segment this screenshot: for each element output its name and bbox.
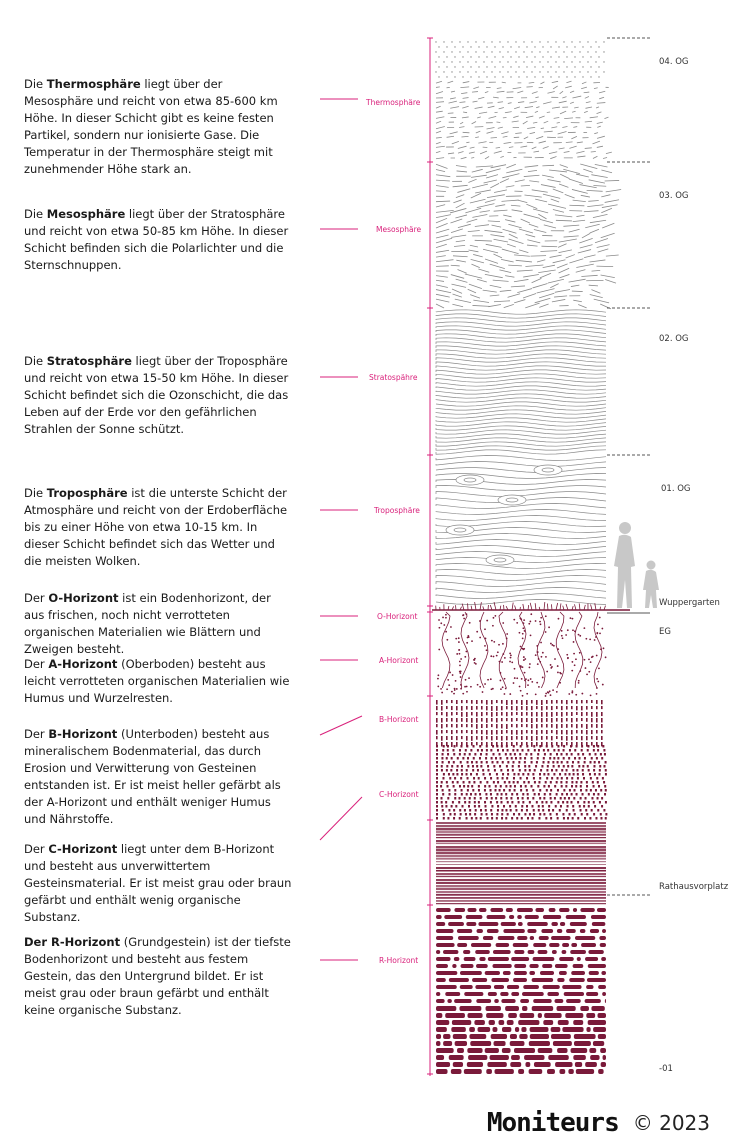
label-troposphaere: Troposphäre [374, 506, 420, 515]
floor-04-og: 04. OG [659, 57, 689, 67]
people-silhouette [614, 522, 659, 608]
atmosphere-strata [435, 41, 621, 604]
footer [487, 1108, 710, 1138]
desc-c-horizont: Der C-Horizont liegt unter dem B-Horizont und besteht aus unverwittertem Gesteinsmaterial. Er ist meist grau oder braun gefärbt und enthält wenig organische Substanz. [24, 842, 292, 924]
floor-markers [607, 38, 652, 895]
floor-wuppergarten: Wuppergarten [659, 598, 720, 608]
label-o-horizont: O-Horizont [377, 612, 418, 621]
copyright-text: © 2023 [632, 1111, 710, 1135]
label-r-horizont: R-Horizont [379, 956, 419, 965]
desc-troposphaere: Die Troposphäre ist die unterste Schicht der Atmosphäre und reicht von der Erdoberfläche bis zu einer Höhe von etwa 10-15 km. In dieser Schicht befindet sich das Wetter und die meisten Wolken. [24, 486, 288, 568]
label-thermosphaere: Thermosphäre [366, 98, 421, 107]
moniteurs-logo: Moniteurs [486, 1108, 619, 1138]
desc-r-horizont: Der R-Horizont (Grundgestein) ist der tiefste Bodenhorizont und besteht aus festem Gestein, das den Untergrund bildet. Er ist meist grau oder braun gefärbt und enthält keine organische Substanz. [24, 935, 291, 1017]
desc-stratosphaere: Die Stratosphäre liegt über der Troposphäre und reicht von etwa 15-50 km Höhe. In dieser Schicht befindet sich die Ozonschicht, die das Leben auf der Erde vor den gefährlichen Strahlen der Sonne schützt. [24, 354, 289, 436]
desc-mesosphaere: Die Mesosphäre liegt über der Stratosphäre und reicht von etwa 50-85 km Höhe. In dieser Schicht befinden sich die Polarlichter und die Sternschnuppen. [24, 207, 289, 272]
desc-a-horizont: Der A-Horizont (Oberboden) besteht aus leicht verrotteten organischen Materialien wie Humus und Wurzelresten. [24, 657, 290, 705]
label-stratosphaere: Stratospähre [369, 373, 418, 382]
floor-01-og: 01. OG [661, 484, 691, 494]
floor-03-og: 03. OG [659, 191, 689, 201]
floor-minus-01: -01 [659, 1064, 673, 1074]
soil-strata [436, 602, 608, 1074]
floor-02-og: 02. OG [659, 334, 689, 344]
label-a-horizont: A-Horizont [379, 656, 419, 665]
label-b-horizont: B-Horizont [379, 715, 419, 724]
desc-o-horizont: Der O-Horizont ist ein Bodenhorizont, der aus frischen, noch nicht verrotteten organischen Materialien wie Blättern und Zweigen besteht. [24, 591, 271, 656]
floor-rathausvorplatz: Rathausvorplatz [659, 882, 729, 892]
desc-b-horizont: Der B-Horizont (Unterboden) besteht aus mineralischem Bodenmaterial, das durch Erosion und Verwitterung von Gesteinen entstanden ist. Er ist meist heller gefärbt als der A-Horizont und enthält weniger Humus und Nährstoffe. [24, 727, 281, 826]
desc-thermosphaere: Die Thermosphäre liegt über der Mesosphäre und reicht von etwa 85-600 km Höhe. In dieser Schicht gibt es keine festen Partikel, sondern nur ionisierte Gase. Die Temperatur in der Thermosphäre steigt mit zunehmender Höhe stark an. [24, 77, 278, 176]
label-mesosphaere: Mesosphäre [376, 225, 422, 234]
floor-eg: EG [659, 627, 671, 637]
label-c-horizont: C-Horizont [379, 790, 419, 799]
connector-lines [320, 99, 362, 960]
